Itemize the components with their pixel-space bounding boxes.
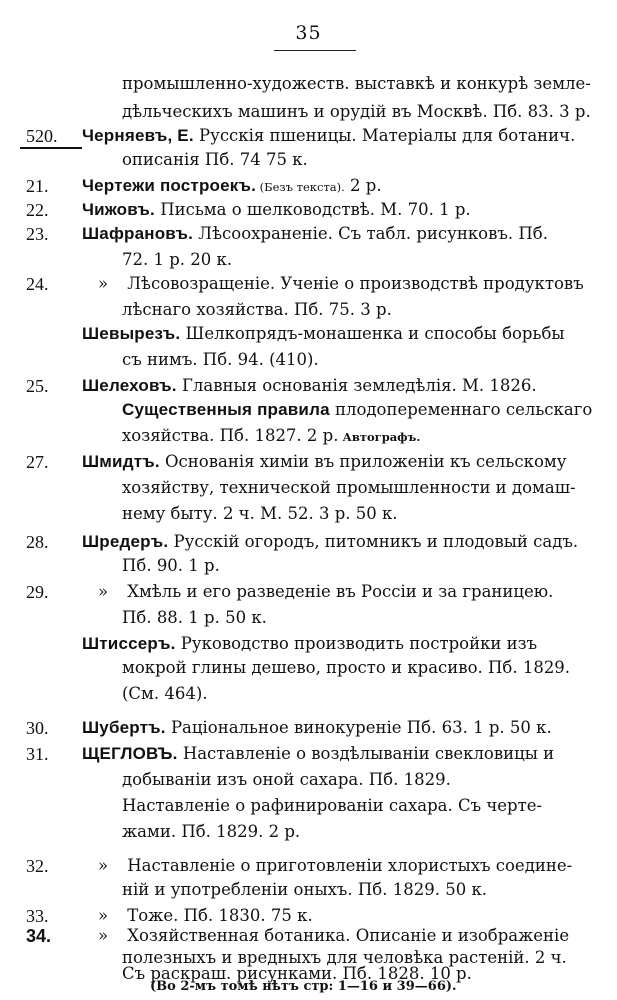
entry-note: (Безъ текста).: [256, 180, 345, 194]
text: описанія Пб. 74 75 к.: [122, 150, 308, 169]
text-line: [0, 70, 617, 98]
entry-text: Главныя основанія земледѣлія. М. 1826.: [176, 376, 537, 395]
entry-text: 2 р.: [344, 176, 382, 195]
entry-text: Русскія пшеницы. Матеріалы для ботанич.: [193, 126, 576, 145]
entry-number: 28.: [26, 532, 49, 552]
entry-31: [0, 740, 617, 768]
text-line: [0, 818, 617, 846]
text: мокрой глины дешево, просто и красиво. Пб. 1829.: [122, 658, 571, 677]
entry-text: Письма о шелководствѣ. М. 70. 1 р.: [154, 200, 471, 219]
text: 72. 1 р. 20 к.: [122, 250, 233, 269]
entry-text: Руководство производить постройки изъ: [175, 634, 538, 653]
text: хозяйства. Пб. 1827. 2 р.: [122, 426, 339, 445]
text-line: [0, 792, 617, 820]
entry-author: Шубертъ.: [82, 718, 166, 737]
text-line: [0, 654, 617, 682]
entry-number: 25.: [26, 376, 49, 396]
entry-author: Шмидтъ.: [82, 452, 160, 471]
entry-number: 27.: [26, 452, 49, 472]
text: (См. 464).: [122, 684, 208, 703]
entry-author: [82, 986, 157, 1000]
text: добываніи изъ оной сахара. Пб. 1829.: [122, 770, 451, 789]
text: нему быту. 2 ч. М. 52. 3 р. 50 к.: [122, 504, 398, 523]
text: Пб. 88. 1 р. 50 к.: [122, 608, 267, 627]
text: ній и употребленіи оныхъ. Пб. 1829. 50 к.: [122, 880, 487, 899]
entry-25-sub: [0, 396, 617, 424]
text-line: [0, 474, 617, 502]
entry-text: Наставленіе о приготовленіи хлористыхъ соедине-: [122, 856, 573, 875]
entry-author: Шелеховъ.: [82, 376, 177, 395]
text-line: [0, 680, 617, 708]
entry-text: Русскій огородъ, питомникъ и плодовый садъ.: [168, 532, 579, 551]
entry-text: Шелкопрядъ-монашенка и способы борьбы: [180, 324, 565, 343]
entry-shevyrez: [0, 320, 617, 348]
entry-text: Лѣсоохраненіе. Съ табл. рисунковъ. Пб.: [193, 224, 548, 243]
text-line: [0, 766, 617, 794]
text: промышленно-художеств. выставкѣ и конкурѣ земле-: [122, 74, 591, 93]
text-line: [0, 146, 617, 174]
entry-30: [0, 714, 617, 742]
entry-24: [0, 270, 617, 298]
entry-note: (Во 2-мъ томѣ нѣтъ стр: 1—16 и 39—66).: [150, 979, 457, 994]
text: Наставленіе о рафинированіи сахара. Съ черте-: [122, 796, 543, 815]
entry-author: Шафрановъ.: [82, 224, 194, 243]
text-line: [0, 552, 617, 580]
entry-text: [157, 986, 573, 1000]
text: полезныхъ и вредныхъ для человѣка растеній. 2 ч.: [122, 948, 567, 967]
entry-author: ЩЕГЛОВЪ.: [82, 744, 178, 763]
text: жами. Пб. 1829. 2 р.: [122, 822, 301, 841]
entry-author: Шредеръ.: [82, 532, 169, 551]
entry-number: 31.: [26, 744, 49, 764]
ditto-mark: »: [98, 582, 109, 601]
entry-29: [0, 578, 617, 606]
entry-number: 30.: [26, 718, 49, 738]
entry-number: 22.: [26, 200, 49, 220]
entry-number: [26, 986, 78, 1000]
text-line: [0, 346, 617, 374]
entry-text: Хмѣль и его разведеніе въ Россіи и за границею.: [122, 582, 554, 601]
entry-author: Существенныя правила: [122, 400, 330, 419]
entry-author: Черняевъ, Е.: [82, 126, 194, 145]
entry-text: Тоже. Пб. 1830. 75 к.: [122, 906, 313, 925]
entry-number: 520.: [26, 126, 58, 146]
entry-number: 32.: [26, 856, 49, 876]
text-line: [0, 604, 617, 632]
text-line: [0, 500, 617, 528]
text: лѣснаго хозяйства. Пб. 75. 3 р.: [122, 300, 392, 319]
page-number-rule: [274, 50, 356, 51]
entry-author: Чертежи построекъ.: [82, 176, 256, 195]
entry-number: 34.: [26, 926, 52, 946]
entry-23: [0, 220, 617, 248]
entry-text: Хозяйственная ботаника. Описаніе и изображеніе: [122, 926, 570, 945]
ditto-mark: »: [98, 274, 109, 293]
entry-text: Наставленіе о воздѣлываніи свекловицы и: [177, 744, 555, 763]
entry-number: 29.: [26, 582, 49, 602]
ditto-mark: »: [98, 906, 109, 925]
page-number: 35: [295, 22, 322, 44]
text: дѣльческихъ машинъ и орудій въ Москвѣ. Пб. 83. 3 р.: [122, 102, 591, 121]
text-line: [0, 876, 617, 904]
text: хозяйству, технической промышленности и домаш-: [122, 478, 576, 497]
entry-author: Шевырезъ.: [82, 324, 181, 343]
entry-text: Раціональное винокуреніе Пб. 63. 1 р. 50 к.: [165, 718, 552, 737]
entry-author: Штиссеръ.: [82, 634, 176, 653]
entry-number: 24.: [26, 274, 49, 294]
text-line: [0, 422, 617, 450]
entry-number: 33.: [26, 906, 49, 926]
entry-number: 21.: [26, 176, 49, 196]
entry-text: Лѣсовозращеніе. Ученіе о производствѣ продуктовъ: [122, 274, 584, 293]
entry-author: Чижовъ.: [82, 200, 155, 219]
text: съ нимъ. Пб. 94. (410).: [122, 350, 319, 369]
entry-27: [0, 448, 617, 476]
entry-note: Автографъ.: [338, 430, 421, 444]
ditto-mark: »: [98, 856, 109, 875]
text: Съ раскраш. рисунками. Пб. 1828. 10 р.: [122, 964, 472, 983]
text: Пб. 90. 1 р.: [122, 556, 220, 575]
entry-text: плодопеременнаго сельскаго: [329, 400, 593, 419]
ditto-mark: »: [98, 926, 109, 945]
entry-text: Основанія химіи въ приложеніи къ сельскому: [159, 452, 567, 471]
entry-number: 23.: [26, 224, 49, 244]
